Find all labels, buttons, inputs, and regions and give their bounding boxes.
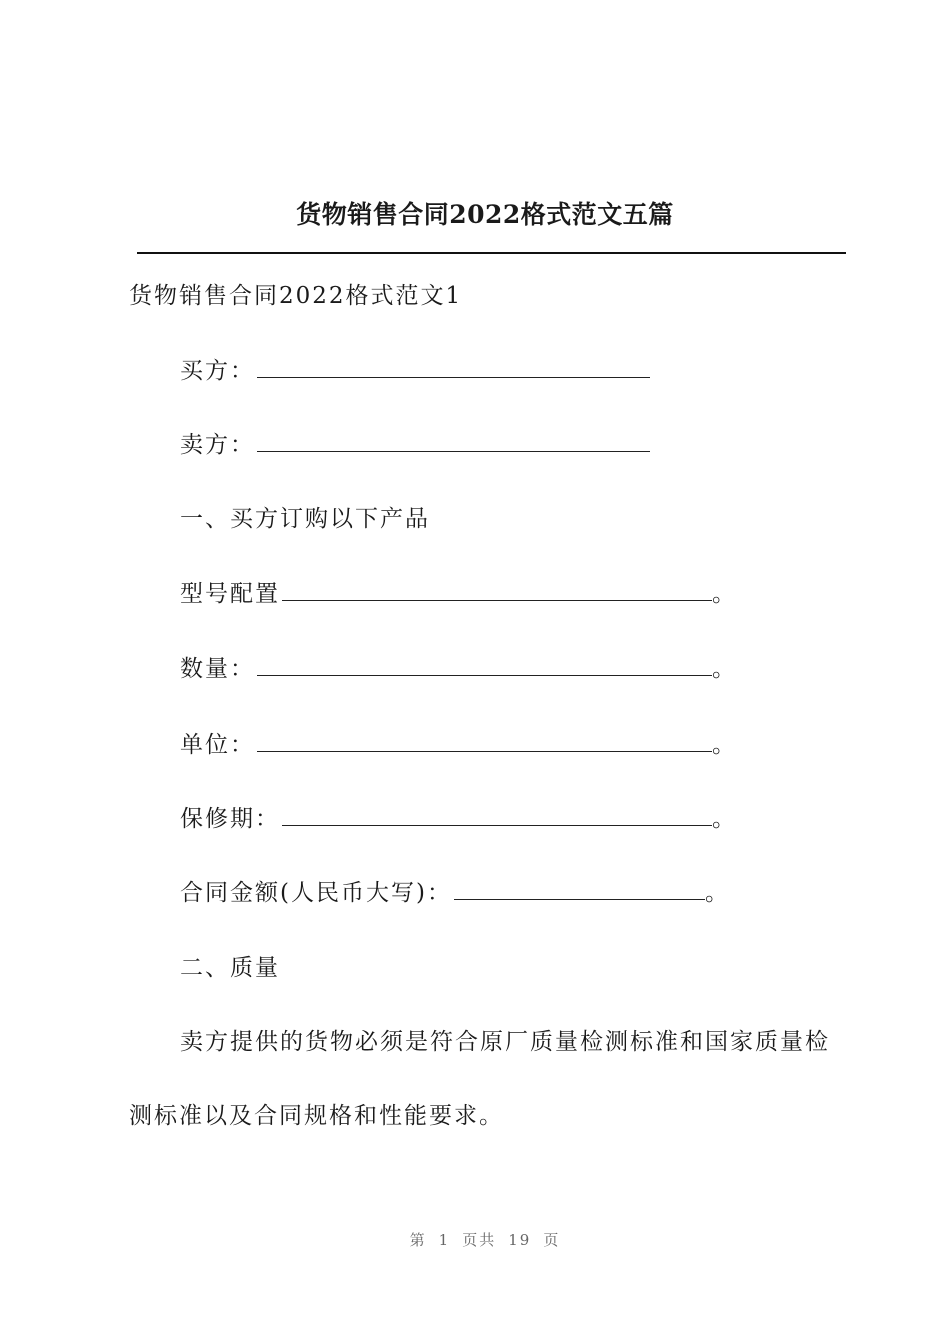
seller-blank (257, 431, 650, 452)
unit-label: 单位： (180, 732, 255, 758)
unit-period: 。 (712, 732, 737, 758)
buyer-blank (257, 357, 650, 378)
warranty-period: 。 (712, 806, 737, 832)
amount-label: 合同金额(人民币大写)： (180, 880, 452, 906)
title-divider (137, 252, 846, 254)
footer-suffix: 页 (543, 1231, 561, 1249)
warranty-line (180, 804, 737, 834)
quality-text-line2: 测标准以及合同规格和性能要求。 (129, 1103, 504, 1129)
buyer-line (180, 356, 650, 386)
amount-period: 。 (704, 880, 730, 906)
seller-line (180, 430, 650, 460)
model-blank (282, 580, 712, 601)
model-period: 。 (712, 581, 737, 607)
footer-total-pages: 19 (508, 1231, 532, 1249)
warranty-label: 保修期： (180, 806, 280, 832)
quantity-line (180, 654, 737, 684)
warranty-blank (282, 805, 712, 826)
model-label: 型号配置 (180, 581, 280, 607)
quality-text-line1: 卖方提供的货物必须是符合原厂质量检测标准和国家质量检 (180, 1029, 830, 1055)
model-line (180, 579, 737, 609)
unit-blank (257, 731, 712, 752)
document-subtitle: 货物销售合同2022格式范文1 (129, 283, 463, 309)
amount-line (180, 878, 730, 908)
section1-heading: 一、买方订购以下产品 (180, 506, 430, 532)
quantity-period: 。 (712, 656, 737, 682)
section2-heading: 二、质量 (180, 955, 280, 981)
footer-middle: 页共 (462, 1231, 497, 1249)
buyer-label: 买方： (180, 358, 255, 384)
page-footer (0, 1229, 950, 1250)
footer-prefix: 第 (409, 1231, 427, 1249)
amount-blank (454, 879, 705, 900)
quantity-label: 数量： (180, 656, 255, 682)
quantity-blank (257, 655, 712, 676)
unit-line (180, 730, 737, 760)
document-title: 货物销售合同2022格式范文五篇 (296, 200, 674, 229)
seller-label: 卖方： (180, 432, 255, 458)
footer-page-number: 1 (438, 1231, 451, 1249)
